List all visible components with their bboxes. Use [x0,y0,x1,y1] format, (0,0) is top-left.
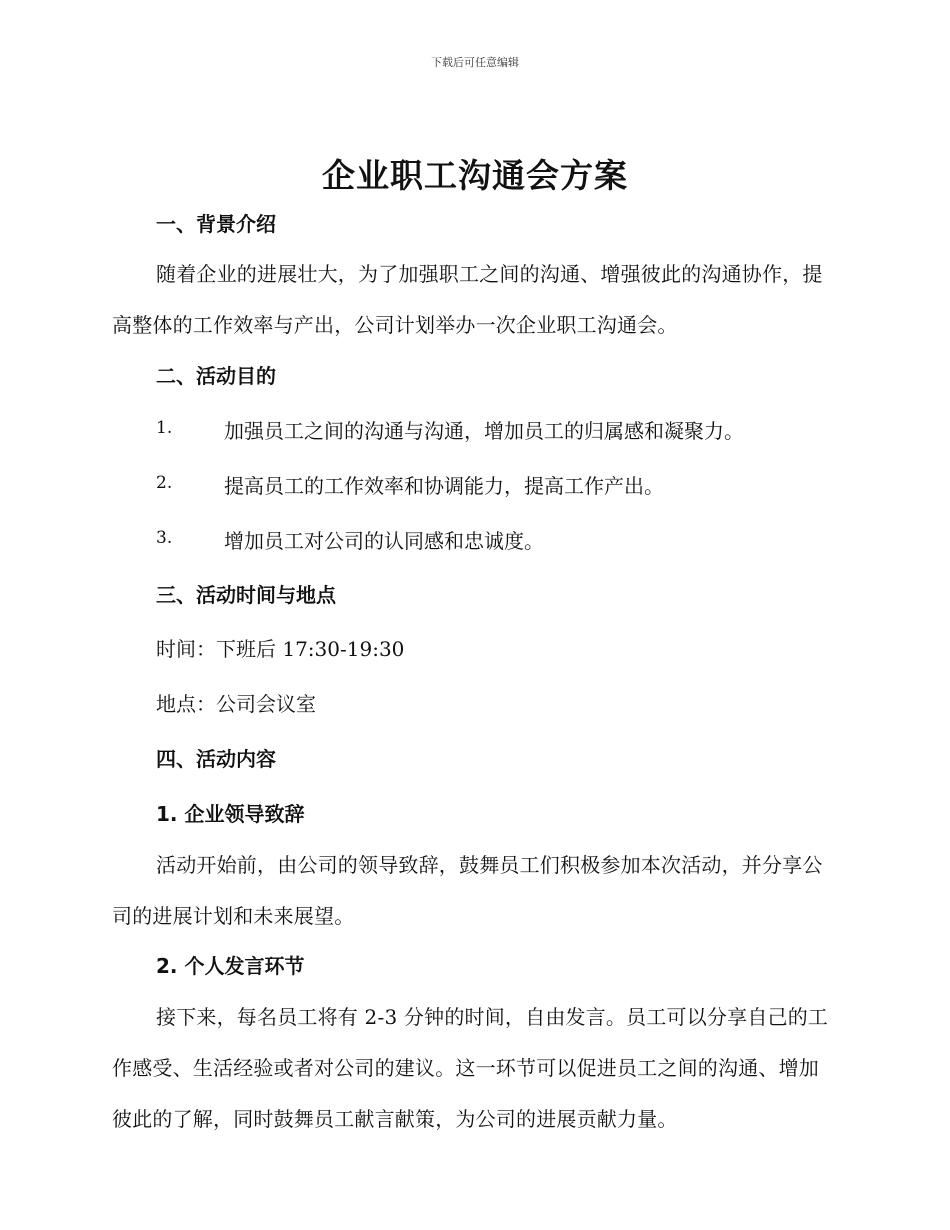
list-item-number: 1. [156,418,173,438]
personal-speech-paragraph: 接下来，每名员工将有 2-3 分钟的时间，自由发言。员工可以分享自己的工作感受、生活经验或者对公司的建议。这一环节可以促进员工之间的沟通、增加彼此的了解，同时鼓舞员工献言献策，为公司的进展贡献力量。 [112,1005,829,1131]
header-note: 下载后可任意编辑 [431,56,519,69]
leader-speech-paragraph: 活动开始前，由公司的领导致辞，鼓舞员工们积极参加本次活动，并分享公司的进展计划和未来展望。 [112,853,823,928]
section-heading-background: 一、背景介绍 [156,212,276,236]
background-paragraph: 随着企业的进展壮大，为了加强职工之间的沟通、增强彼此的沟通协作，提高整体的工作效率与产出，公司计划举办一次企业职工沟通会。 [112,262,823,337]
list-item-text: 提高员工的工作效率和协调能力，提高工作产出。 [224,474,664,498]
subsection-heading-leader-speech: 1. 企业领导致辞 [156,802,305,826]
subsection-heading-personal-speech: 2. 个人发言环节 [156,954,305,978]
activity-place: 地点：公司会议室 [156,692,316,716]
section-heading-time-place: 三、活动时间与地点 [156,583,336,607]
list-item-text: 增加员工对公司的认同感和忠诚度。 [224,529,544,553]
list-item-text: 加强员工之间的沟通与沟通，增加员工的归属感和凝聚力。 [224,419,744,443]
list-item-number: 2. [156,473,173,493]
section-heading-content: 四、活动内容 [156,747,276,771]
list-item-number: 3. [156,528,173,548]
activity-time: 时间：下班后 17:30-19:30 [156,637,405,661]
document-title: 企业职工沟通会方案 [322,156,628,195]
section-heading-purpose: 二、活动目的 [156,364,276,388]
